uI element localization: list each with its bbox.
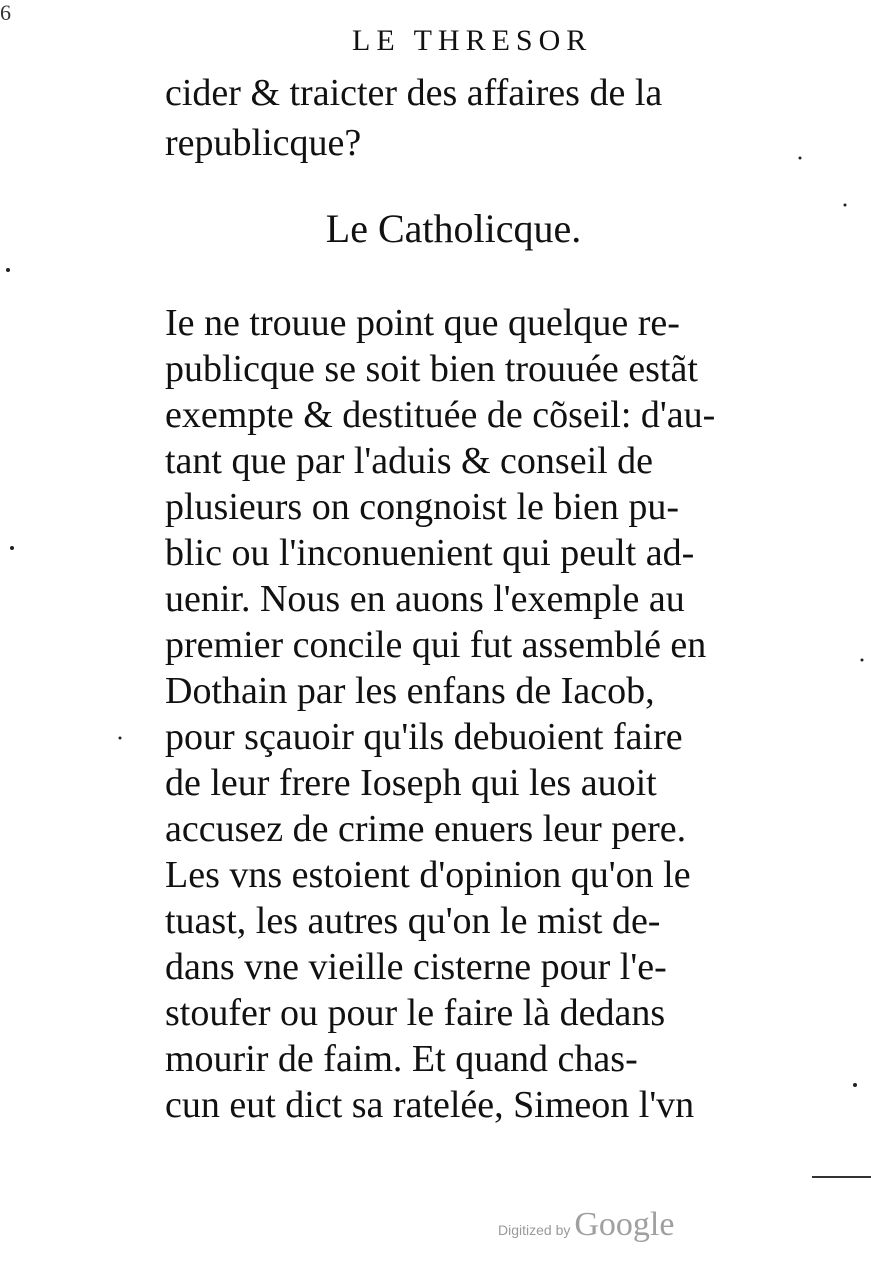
text-line: stoufer ou pour le faire là dedans <box>165 992 666 1034</box>
digitized-label: Digitized by <box>498 1222 571 1238</box>
text-line: mourir de faim. Et quand chas- <box>165 1038 638 1080</box>
section-heading: Le Catholicque. <box>325 206 582 251</box>
text-line: publicque se soit bien trouuée estãt <box>165 348 698 390</box>
text-line: Les vns estoient d'opinion qu'on le <box>165 854 691 896</box>
text-line: uenir. Nous en auons l'exemple au <box>165 578 685 620</box>
google-logo: Google <box>574 1206 675 1243</box>
text-line: blic ou l'inconuenient qui peult ad- <box>165 532 695 574</box>
text-line: de leur frere Ioseph qui les auoit <box>165 762 657 804</box>
text-line: premier concile qui fut assemblé en <box>165 624 707 666</box>
text-line: tuast, les autres qu'on le mist de- <box>165 900 661 942</box>
google-watermark <box>498 1200 674 1244</box>
text-line: Ie ne trouue point que quelque re- <box>165 302 680 344</box>
scan-edge-mark <box>812 1176 871 1178</box>
text-line: dans vne vieille cisterne pour l'e- <box>165 946 667 988</box>
text-line: Dothain par les enfans de Iacob, <box>165 670 655 712</box>
text-line: cider & traicter des affaires de la <box>165 72 663 114</box>
text-line: republicque? <box>165 122 362 164</box>
text-line: exempte & destituée de cõseil: d'au- <box>165 394 716 436</box>
text-line: cun eut dict sa ratelée, Simeon l'vn <box>165 1084 695 1126</box>
text-line: accusez de crime enuers leur pere. <box>165 808 687 850</box>
page-number: 6 <box>0 0 11 25</box>
running-head: LE THRESOR <box>352 24 593 57</box>
text-line: tant que par l'aduis & conseil de <box>165 440 654 482</box>
text-line: pour sçauoir qu'ils debuoient faire <box>165 716 683 758</box>
text-line: plusieurs on congnoist le bien pu- <box>165 486 679 528</box>
